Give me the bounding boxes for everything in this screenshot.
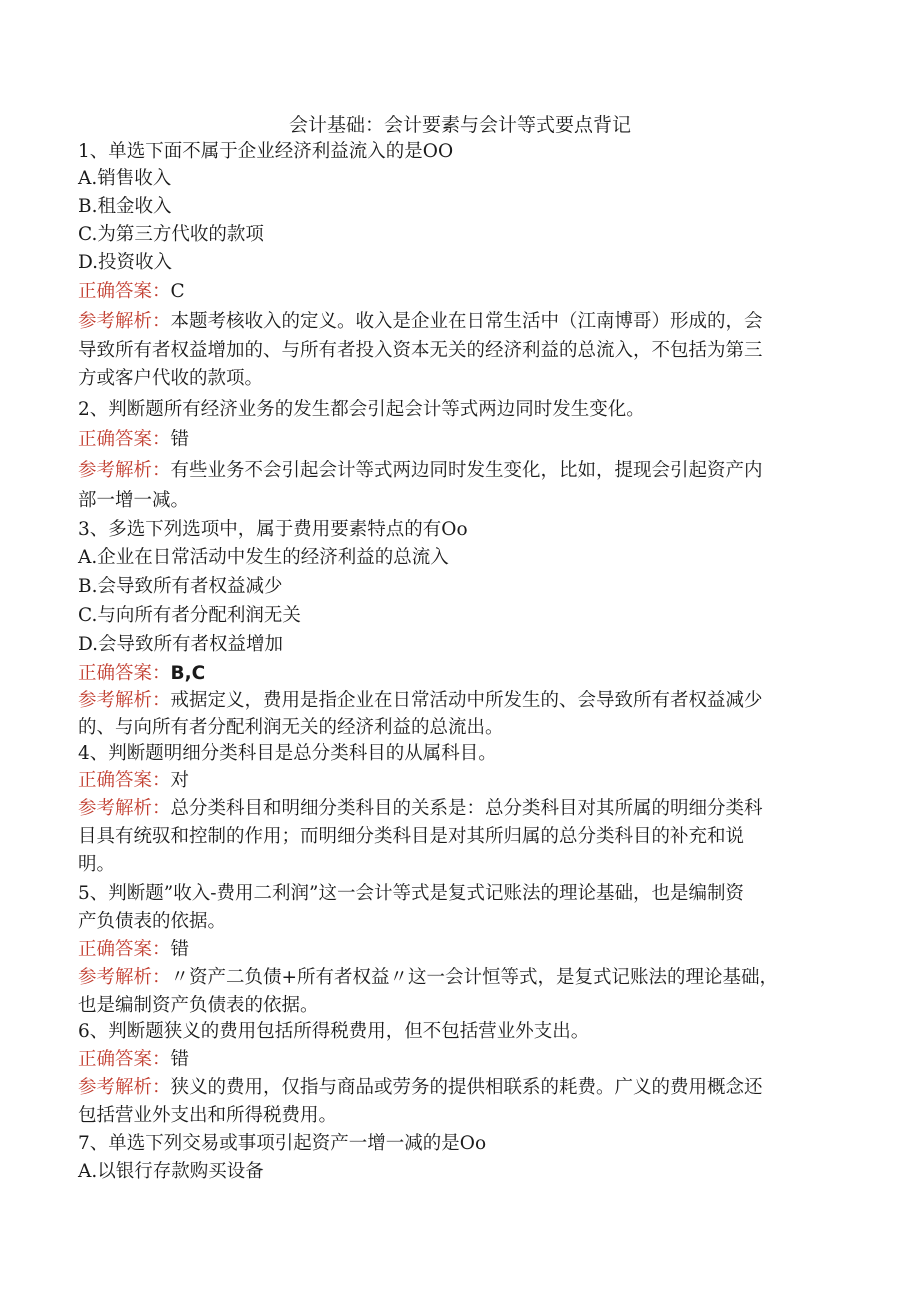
answer-label: 正确答案：	[78, 770, 171, 791]
answer-label: 正确答案：	[78, 281, 171, 302]
analysis-label: 参考解析：	[78, 690, 171, 711]
answer-label: 正确答案：	[78, 429, 171, 450]
analysis-text: 包括营业外支出和所得税费用。	[78, 1105, 338, 1126]
question-stem: 1、单选下面不属于企业经济利益流入的是OO	[78, 141, 454, 162]
answer-line	[78, 279, 838, 305]
question-stem: 7、单选下列交易或事项引起资产一增一减的是Oo	[78, 1133, 487, 1154]
answer-line	[78, 427, 838, 453]
analysis-text: 方或客户代收的款项。	[78, 368, 264, 389]
analysis-line	[78, 309, 838, 335]
analysis-line	[78, 965, 838, 991]
analysis-label: 参考解析：	[78, 967, 171, 988]
question-stem: 2、判断题所有经济业务的发生都会引起会计等式两边同时发生变化。	[78, 399, 645, 420]
analysis-text: 明。	[78, 854, 116, 875]
option: A.企业在日常活动中发生的经济利益的总流入	[78, 547, 449, 568]
analysis-text: 戒据定义，费用是指企业在日常活动中所发生的、会导致所有者权益减少	[170, 690, 763, 711]
answer-label: 正确答案：	[78, 1049, 171, 1070]
answer-line	[78, 661, 838, 687]
analysis-line	[78, 1075, 838, 1101]
option: D.会导致所有者权益增加	[78, 634, 284, 655]
analysis-text: 也是编制资产负债表的依据。	[78, 995, 319, 1016]
analysis-text: 有些业务不会引起会计等式两边同时发生变化，比如，提现会引起资产内	[170, 460, 763, 481]
question-stem: 6、判断题狭义的费用包括所得税费用，但不包括营业外支出。	[78, 1021, 590, 1042]
answer-value: 对	[170, 770, 190, 791]
option: A.销售收入	[78, 168, 172, 189]
answer-line	[78, 1047, 838, 1073]
analysis-label: 参考解析：	[78, 798, 171, 819]
option: C.为第三方代收的款项	[78, 224, 264, 245]
page-title: 会计基础：会计要素与会计等式要点背记	[288, 114, 631, 136]
answer-line	[78, 937, 838, 963]
analysis-text: 的、与向所有者分配利润无关的经济利益的总流出。	[78, 717, 504, 738]
answer-value: 错	[170, 429, 190, 450]
question-stem: 5、判断题”收入-费用二利润”这一会计等式是复式记账法的理论基础，也是编制资	[78, 883, 744, 904]
analysis-line	[78, 796, 838, 822]
question-stem: 3、多选下列选项中，属于费用要素特点的有Oo	[78, 519, 468, 540]
analysis-label: 参考解析：	[78, 460, 171, 481]
analysis-label: 参考解析：	[78, 1077, 171, 1098]
analysis-text: 总分类科目和明细分类科目的关系是：总分类科目对其所属的明细分类科	[170, 798, 763, 819]
option: B.会导致所有者权益减少	[78, 576, 283, 597]
answer-value: 错	[170, 939, 190, 960]
option: A.以银行存款购买设备	[78, 1161, 264, 1182]
answer-value: B,C	[170, 663, 206, 684]
analysis-text: 目具有统驭和控制的作用；而明细分类科目是对其所归属的总分类科目的补充和说	[78, 826, 745, 847]
analysis-text: 部一增一减。	[78, 490, 190, 511]
analysis-line	[78, 458, 838, 484]
answer-value: 错	[170, 1049, 190, 1070]
analysis-text: 本题考核收入的定义。收入是企业在日常生活中（江南博哥）形成的，会	[170, 311, 763, 332]
analysis-label: 参考解析：	[78, 311, 171, 332]
answer-value: C	[170, 281, 185, 302]
answer-label: 正确答案：	[78, 939, 171, 960]
analysis-line	[78, 688, 838, 714]
analysis-text: 〃资产二负债+所有者权益〃这一会计恒等式，是复式记账法的理论基础，	[170, 967, 779, 988]
option: C.与向所有者分配利润无关	[78, 605, 301, 626]
analysis-text: 导致所有者权益增加的、与所有者投入资本无关的经济利益的总流入，不包括为第三	[78, 340, 763, 361]
question-stem: 4、判断题明细分类科目是总分类科目的从属科目。	[78, 743, 497, 764]
option: D.投资收入	[78, 252, 173, 273]
analysis-text: 狭义的费用，仅指与商品或劳务的提供相联系的耗费。广义的费用概念还	[170, 1077, 763, 1098]
question-stem: 产负债表的依据。	[78, 911, 227, 932]
option: B.租金收入	[78, 196, 172, 217]
answer-label: 正确答案：	[78, 663, 171, 684]
answer-line	[78, 768, 838, 794]
